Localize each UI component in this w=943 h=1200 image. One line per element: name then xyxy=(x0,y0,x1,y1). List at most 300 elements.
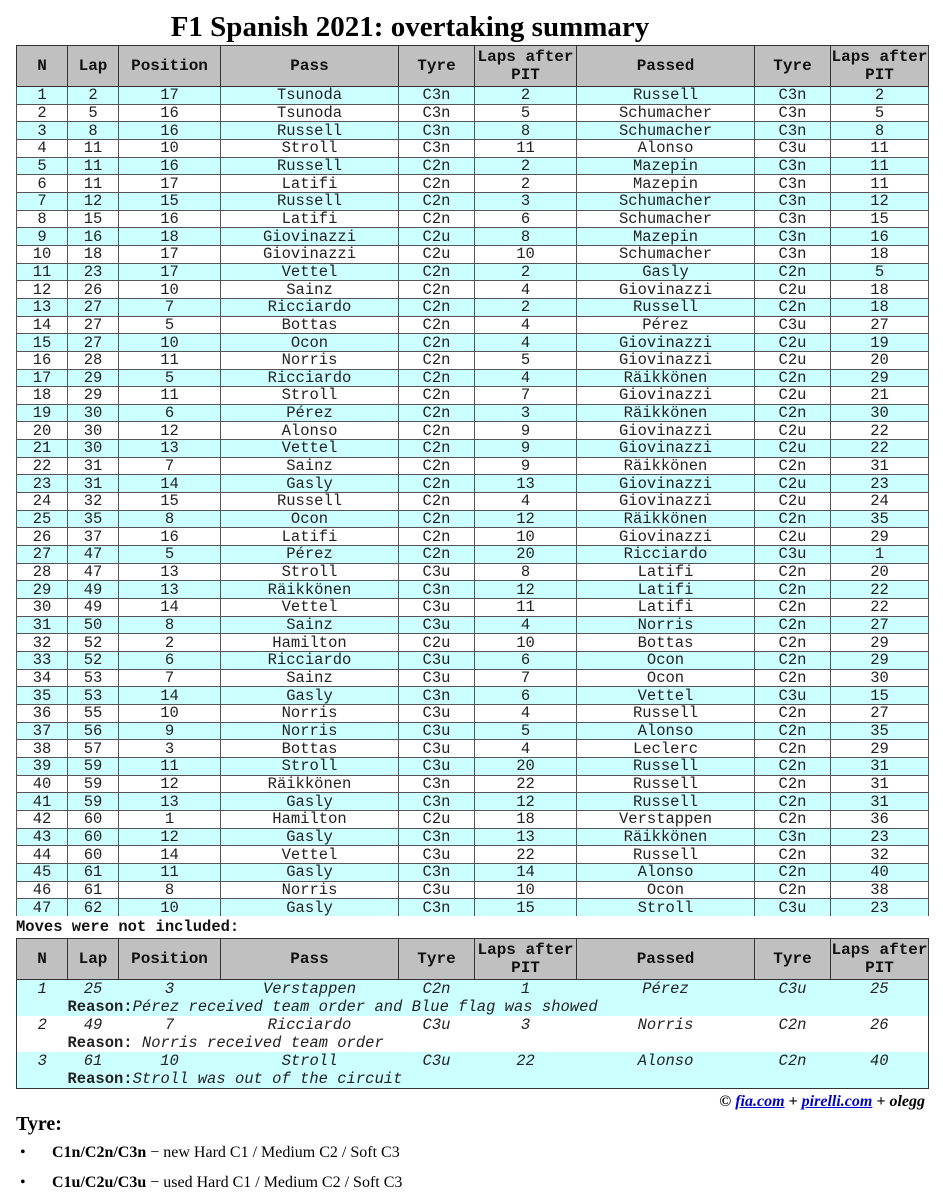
cell-n: 46 xyxy=(17,881,68,899)
cell-pass-laps-after-pit: 6 xyxy=(475,687,577,705)
table-row xyxy=(17,104,929,122)
table-row xyxy=(17,351,929,369)
cell-passed: Russell xyxy=(577,704,755,722)
cell-pass: Latifi xyxy=(221,210,399,228)
excluded-reason xyxy=(68,1034,929,1052)
cell-position: 10 xyxy=(119,704,221,722)
cell-pass-laps-after-pit: 9 xyxy=(475,422,577,440)
cell-passed: Latifi xyxy=(577,563,755,581)
cell-passed-laps-after-pit: 31 xyxy=(831,757,929,775)
column-header-pass-tyre: Tyre xyxy=(399,46,475,87)
cell-pass: Russell xyxy=(221,192,399,210)
cell-n: 30 xyxy=(17,599,68,617)
cell-pass: Sainz xyxy=(221,616,399,634)
cell-lap: 29 xyxy=(68,369,119,387)
excluded-column-header-passed-tyre: Tyre xyxy=(755,939,831,980)
table-row xyxy=(17,810,929,828)
cell-pass-laps-after-pit: 3 xyxy=(475,404,577,422)
cell-lap: 12 xyxy=(68,192,119,210)
cell-pass: Stroll xyxy=(221,387,399,405)
cell-passed-laps-after-pit: 40 xyxy=(831,863,929,881)
cell-position: 15 xyxy=(119,493,221,511)
cell-passed-laps-after-pit: 5 xyxy=(831,263,929,281)
cell-n: 1 xyxy=(17,87,68,105)
cell-passed: Russell xyxy=(577,87,755,105)
cell-pass-tyre: C2u xyxy=(399,634,475,652)
cell-pass-tyre: C2n xyxy=(399,440,475,458)
cell-passed: Schumacher xyxy=(577,210,755,228)
table-row xyxy=(17,228,929,246)
table-row xyxy=(17,740,929,758)
cell-pass-laps-after-pit: 6 xyxy=(475,210,577,228)
cell-pass-tyre: C3n xyxy=(399,828,475,846)
table-row xyxy=(17,87,929,105)
cell-passed-laps-after-pit: 27 xyxy=(831,616,929,634)
excluded-reason xyxy=(68,1070,929,1089)
cell-n: 3 xyxy=(17,122,68,140)
cell-n: 37 xyxy=(17,722,68,740)
cell-n: 7 xyxy=(17,192,68,210)
cell-passed-tyre: C2u xyxy=(755,387,831,405)
cell-passed-tyre: C2n xyxy=(755,740,831,758)
cell-passed: Räikkönen xyxy=(577,457,755,475)
excluded-column-header-position: Position xyxy=(119,939,221,980)
cell-pass-tyre: C2u xyxy=(399,810,475,828)
cell-n: 22 xyxy=(17,457,68,475)
cell-lap: 49 xyxy=(68,581,119,599)
cell-passed-laps-after-pit: 32 xyxy=(831,846,929,864)
cell-passed-laps-after-pit: 19 xyxy=(831,334,929,352)
cell-lap: 50 xyxy=(68,616,119,634)
cell-pass: Vettel xyxy=(221,263,399,281)
excluded-cell-pass: Verstappen xyxy=(221,980,399,999)
cell-pass-tyre: C3n xyxy=(399,863,475,881)
cell-pass-tyre: C3u xyxy=(399,881,475,899)
cell-position: 17 xyxy=(119,87,221,105)
cell-passed: Ocon xyxy=(577,652,755,670)
table-row xyxy=(17,652,929,670)
cell-position: 12 xyxy=(119,775,221,793)
cell-passed: Pérez xyxy=(577,316,755,334)
cell-lap: 62 xyxy=(68,899,119,917)
cell-pass-laps-after-pit: 5 xyxy=(475,722,577,740)
cell-passed: Ocon xyxy=(577,881,755,899)
cell-position: 10 xyxy=(119,281,221,299)
cell-n: 13 xyxy=(17,298,68,316)
cell-position: 13 xyxy=(119,581,221,599)
cell-position: 16 xyxy=(119,528,221,546)
cell-pass-laps-after-pit: 20 xyxy=(475,757,577,775)
reason-text: Norris received team order xyxy=(141,1034,384,1052)
cell-lap: 26 xyxy=(68,281,119,299)
cell-pass-laps-after-pit: 2 xyxy=(475,157,577,175)
cell-passed-laps-after-pit: 31 xyxy=(831,793,929,811)
cell-lap: 31 xyxy=(68,457,119,475)
cell-n: 36 xyxy=(17,704,68,722)
cell-pass: Giovinazzi xyxy=(221,245,399,263)
cell-pass: Russell xyxy=(221,493,399,511)
table-row xyxy=(17,546,929,564)
cell-lap: 31 xyxy=(68,475,119,493)
cell-passed: Russell xyxy=(577,775,755,793)
cell-n: 42 xyxy=(17,810,68,828)
cell-lap: 16 xyxy=(68,228,119,246)
cell-pass-tyre: C3u xyxy=(399,722,475,740)
cell-passed-tyre: C2n xyxy=(755,722,831,740)
cell-position: 5 xyxy=(119,369,221,387)
excluded-cell-pass-tyre: C3u xyxy=(399,1016,475,1034)
cell-n: 43 xyxy=(17,828,68,846)
cell-pass: Tsunoda xyxy=(221,87,399,105)
column-header-passed: Passed xyxy=(577,46,755,87)
table-row xyxy=(17,387,929,405)
cell-n: 11 xyxy=(17,263,68,281)
cell-lap: 52 xyxy=(68,634,119,652)
cell-pass-laps-after-pit: 8 xyxy=(475,563,577,581)
cell-pass-tyre: C2u xyxy=(399,245,475,263)
cell-pass: Ricciardo xyxy=(221,298,399,316)
tyre-legend-heading: Tyre: xyxy=(16,1113,62,1135)
excluded-reason-row xyxy=(17,998,929,1016)
cell-position: 1 xyxy=(119,810,221,828)
table-row xyxy=(17,493,929,511)
cell-pass: Ocon xyxy=(221,510,399,528)
cell-n: 19 xyxy=(17,404,68,422)
cell-pass-laps-after-pit: 4 xyxy=(475,369,577,387)
cell-passed-tyre: C2u xyxy=(755,334,831,352)
excluded-column-header-passed: Passed xyxy=(577,939,755,980)
reason-label: Reason: xyxy=(67,1070,133,1088)
cell-pass-tyre: C2n xyxy=(399,457,475,475)
cell-passed-tyre: C3n xyxy=(755,104,831,122)
cell-position: 13 xyxy=(119,793,221,811)
cell-lap: 37 xyxy=(68,528,119,546)
cell-pass-tyre: C2n xyxy=(399,546,475,564)
column-header-lap: Lap xyxy=(68,46,119,87)
cell-position: 8 xyxy=(119,881,221,899)
cell-n: 5 xyxy=(17,157,68,175)
cell-position: 17 xyxy=(119,175,221,193)
excluded-reason-row xyxy=(17,1070,929,1089)
cell-passed-laps-after-pit: 30 xyxy=(831,404,929,422)
cell-passed-laps-after-pit: 20 xyxy=(831,563,929,581)
cell-passed: Giovinazzi xyxy=(577,440,755,458)
cell-passed-laps-after-pit: 29 xyxy=(831,369,929,387)
cell-lap: 55 xyxy=(68,704,119,722)
cell-pass: Stroll xyxy=(221,139,399,157)
cell-n: 28 xyxy=(17,563,68,581)
cell-pass-tyre: C3u xyxy=(399,669,475,687)
table-row xyxy=(17,757,929,775)
cell-n: 14 xyxy=(17,316,68,334)
cell-passed-laps-after-pit: 20 xyxy=(831,351,929,369)
cell-passed-laps-after-pit: 30 xyxy=(831,669,929,687)
reason-text: Pérez received team order and Blue flag was showed xyxy=(132,998,598,1016)
cell-n: 40 xyxy=(17,775,68,793)
cell-pass-laps-after-pit: 9 xyxy=(475,440,577,458)
excluded-cell-pass: Stroll xyxy=(221,1052,399,1070)
excluded-cell-passed-laps-after-pit: 25 xyxy=(831,980,929,999)
cell-lap: 59 xyxy=(68,793,119,811)
table-row xyxy=(17,793,929,811)
cell-passed-tyre: C2n xyxy=(755,846,831,864)
cell-lap: 30 xyxy=(68,404,119,422)
cell-passed: Verstappen xyxy=(577,810,755,828)
cell-pass: Gasly xyxy=(221,793,399,811)
cell-n: 47 xyxy=(17,899,68,917)
cell-pass-laps-after-pit: 10 xyxy=(475,881,577,899)
cell-pass: Sainz xyxy=(221,457,399,475)
cell-passed-laps-after-pit: 27 xyxy=(831,316,929,334)
cell-lap: 30 xyxy=(68,422,119,440)
cell-pass-tyre: C2n xyxy=(399,510,475,528)
cell-pass-laps-after-pit: 13 xyxy=(475,828,577,846)
cell-passed: Räikkönen xyxy=(577,828,755,846)
cell-pass-tyre: C3n xyxy=(399,793,475,811)
cell-lap: 27 xyxy=(68,316,119,334)
cell-passed-laps-after-pit: 21 xyxy=(831,387,929,405)
cell-pass-tyre: C2n xyxy=(399,369,475,387)
table-row xyxy=(17,457,929,475)
cell-passed-tyre: C2n xyxy=(755,793,831,811)
excluded-moves-table xyxy=(16,938,929,1089)
cell-passed-tyre: C2n xyxy=(755,881,831,899)
cell-pass-tyre: C2n xyxy=(399,316,475,334)
excluded-cell-position: 10 xyxy=(119,1052,221,1070)
excluded-cell-passed-laps-after-pit: 40 xyxy=(831,1052,929,1070)
cell-passed: Bottas xyxy=(577,634,755,652)
cell-passed: Vettel xyxy=(577,687,755,705)
cell-pass: Räikkönen xyxy=(221,775,399,793)
cell-pass: Norris xyxy=(221,704,399,722)
cell-lap: 5 xyxy=(68,104,119,122)
cell-passed: Russell xyxy=(577,757,755,775)
cell-passed-laps-after-pit: 18 xyxy=(831,245,929,263)
cell-lap: 60 xyxy=(68,810,119,828)
cell-passed-tyre: C3u xyxy=(755,139,831,157)
table-row xyxy=(17,122,929,140)
excluded-column-header-lap: Lap xyxy=(68,939,119,980)
cell-n: 6 xyxy=(17,175,68,193)
cell-passed: Russell xyxy=(577,846,755,864)
excluded-cell-position: 7 xyxy=(119,1016,221,1034)
cell-pass: Pérez xyxy=(221,546,399,564)
excluded-cell-position: 3 xyxy=(119,980,221,999)
cell-pass: Hamilton xyxy=(221,634,399,652)
table-row xyxy=(17,369,929,387)
cell-passed-tyre: C2n xyxy=(755,581,831,599)
cell-passed-laps-after-pit: 31 xyxy=(831,775,929,793)
cell-passed: Ricciardo xyxy=(577,546,755,564)
cell-passed: Schumacher xyxy=(577,192,755,210)
table-row xyxy=(17,475,929,493)
cell-lap: 61 xyxy=(68,881,119,899)
cell-pass-tyre: C3n xyxy=(399,581,475,599)
cell-pass: Gasly xyxy=(221,899,399,917)
cell-position: 6 xyxy=(119,652,221,670)
excluded-header-row xyxy=(17,939,929,980)
column-header-n: N xyxy=(17,46,68,87)
table-row xyxy=(17,846,929,864)
cell-pass-tyre: C3u xyxy=(399,740,475,758)
fia-link[interactable]: fia.com xyxy=(735,1093,785,1110)
cell-passed-tyre: C2n xyxy=(755,457,831,475)
excluded-reason-spacer xyxy=(17,1070,68,1089)
table-row xyxy=(17,528,929,546)
cell-passed-tyre: C3n xyxy=(755,175,831,193)
cell-pass-tyre: C2n xyxy=(399,528,475,546)
cell-pass-tyre: C3u xyxy=(399,757,475,775)
cell-pass-laps-after-pit: 12 xyxy=(475,581,577,599)
cell-passed-laps-after-pit: 36 xyxy=(831,810,929,828)
cell-passed-laps-after-pit: 22 xyxy=(831,581,929,599)
cell-pass: Norris xyxy=(221,881,399,899)
cell-passed-laps-after-pit: 35 xyxy=(831,722,929,740)
cell-passed-tyre: C2n xyxy=(755,775,831,793)
cell-pass-tyre: C3n xyxy=(399,139,475,157)
excluded-cell-n: 3 xyxy=(17,1052,68,1070)
cell-passed-tyre: C2n xyxy=(755,298,831,316)
cell-pass-laps-after-pit: 4 xyxy=(475,704,577,722)
excluded-moves-heading: Moves were not included: xyxy=(16,918,240,936)
cell-n: 29 xyxy=(17,581,68,599)
reason-text: Stroll was out of the circuit xyxy=(132,1070,403,1088)
cell-n: 24 xyxy=(17,493,68,511)
cell-passed-tyre: C2n xyxy=(755,369,831,387)
cell-n: 21 xyxy=(17,440,68,458)
cell-passed-tyre: C2n xyxy=(755,810,831,828)
cell-position: 7 xyxy=(119,298,221,316)
table-row xyxy=(17,192,929,210)
cell-passed: Ocon xyxy=(577,669,755,687)
cell-passed-tyre: C2n xyxy=(755,404,831,422)
excluded-cell-pass-laps-after-pit: 3 xyxy=(475,1016,577,1034)
excluded-column-header-pass: Pass xyxy=(221,939,399,980)
cell-pass-laps-after-pit: 14 xyxy=(475,863,577,881)
tyre-legend-list xyxy=(16,1138,402,1198)
cell-passed: Mazepin xyxy=(577,175,755,193)
cell-n: 15 xyxy=(17,334,68,352)
cell-n: 12 xyxy=(17,281,68,299)
cell-n: 10 xyxy=(17,245,68,263)
cell-passed: Giovinazzi xyxy=(577,422,755,440)
cell-pass-laps-after-pit: 18 xyxy=(475,810,577,828)
cell-passed: Russell xyxy=(577,793,755,811)
cell-position: 14 xyxy=(119,846,221,864)
cell-passed-tyre: C3n xyxy=(755,87,831,105)
cell-passed-laps-after-pit: 11 xyxy=(831,175,929,193)
cell-pass-laps-after-pit: 3 xyxy=(475,192,577,210)
cell-passed-tyre: C2u xyxy=(755,493,831,511)
cell-pass-tyre: C3u xyxy=(399,616,475,634)
cell-position: 12 xyxy=(119,422,221,440)
cell-lap: 56 xyxy=(68,722,119,740)
excluded-cell-lap: 25 xyxy=(68,980,119,999)
excluded-cell-passed: Pérez xyxy=(577,980,755,999)
table-row xyxy=(17,281,929,299)
cell-lap: 23 xyxy=(68,263,119,281)
cell-n: 4 xyxy=(17,139,68,157)
cell-lap: 30 xyxy=(68,440,119,458)
tyre-desc-new: − new Hard C1 / Medium C2 / Soft C3 xyxy=(146,1144,400,1161)
cell-pass-tyre: C2n xyxy=(399,351,475,369)
cell-pass: Ocon xyxy=(221,334,399,352)
cell-pass-laps-after-pit: 13 xyxy=(475,475,577,493)
cell-pass: Gasly xyxy=(221,828,399,846)
cell-position: 14 xyxy=(119,687,221,705)
cell-n: 26 xyxy=(17,528,68,546)
cell-passed-tyre: C2n xyxy=(755,634,831,652)
cell-passed: Schumacher xyxy=(577,104,755,122)
cell-lap: 49 xyxy=(68,599,119,617)
cell-pass-tyre: C2n xyxy=(399,157,475,175)
cell-lap: 59 xyxy=(68,775,119,793)
cell-lap: 15 xyxy=(68,210,119,228)
cell-passed-laps-after-pit: 11 xyxy=(831,139,929,157)
cell-pass: Bottas xyxy=(221,740,399,758)
table-row xyxy=(17,440,929,458)
cell-passed-laps-after-pit: 18 xyxy=(831,298,929,316)
cell-passed-laps-after-pit: 15 xyxy=(831,687,929,705)
tyre-legend-item-new xyxy=(16,1138,402,1168)
cell-lap: 32 xyxy=(68,493,119,511)
excluded-cell-passed: Alonso xyxy=(577,1052,755,1070)
cell-pass-laps-after-pit: 4 xyxy=(475,281,577,299)
cell-passed: Räikkönen xyxy=(577,510,755,528)
cell-passed-laps-after-pit: 22 xyxy=(831,422,929,440)
cell-position: 15 xyxy=(119,192,221,210)
excluded-column-header-passed-laps-after-pit: Laps after PIT xyxy=(831,939,929,980)
excluded-column-header-n: N xyxy=(17,939,68,980)
cell-passed-tyre: C2n xyxy=(755,704,831,722)
cell-n: 45 xyxy=(17,863,68,881)
cell-passed-tyre: C2u xyxy=(755,440,831,458)
cell-passed-tyre: C3n xyxy=(755,210,831,228)
cell-position: 10 xyxy=(119,899,221,917)
table-row xyxy=(17,581,929,599)
cell-passed-tyre: C2n xyxy=(755,563,831,581)
cell-pass-laps-after-pit: 2 xyxy=(475,175,577,193)
cell-n: 17 xyxy=(17,369,68,387)
pirelli-link[interactable]: pirelli.com xyxy=(801,1093,873,1110)
cell-pass: Sainz xyxy=(221,669,399,687)
cell-lap: 47 xyxy=(68,546,119,564)
cell-n: 33 xyxy=(17,652,68,670)
excluded-cell-passed: Norris xyxy=(577,1016,755,1034)
reason-label: Reason: xyxy=(67,998,133,1016)
excluded-column-header-pass-tyre: Tyre xyxy=(399,939,475,980)
cell-passed-laps-after-pit: 22 xyxy=(831,599,929,617)
cell-passed-tyre: C3u xyxy=(755,316,831,334)
cell-pass-laps-after-pit: 12 xyxy=(475,793,577,811)
cell-passed: Giovinazzi xyxy=(577,281,755,299)
cell-pass: Sainz xyxy=(221,281,399,299)
cell-pass: Russell xyxy=(221,157,399,175)
cell-position: 11 xyxy=(119,351,221,369)
cell-pass-laps-after-pit: 4 xyxy=(475,616,577,634)
table-row xyxy=(17,563,929,581)
cell-pass-tyre: C3n xyxy=(399,899,475,917)
table-row xyxy=(17,334,929,352)
cell-pass: Vettel xyxy=(221,440,399,458)
cell-position: 11 xyxy=(119,387,221,405)
cell-pass-laps-after-pit: 2 xyxy=(475,298,577,316)
cell-pass-laps-after-pit: 22 xyxy=(475,846,577,864)
cell-position: 12 xyxy=(119,828,221,846)
cell-n: 9 xyxy=(17,228,68,246)
column-header-passed-laps-after-pit: Laps after PIT xyxy=(831,46,929,87)
cell-pass-tyre: C2n xyxy=(399,493,475,511)
